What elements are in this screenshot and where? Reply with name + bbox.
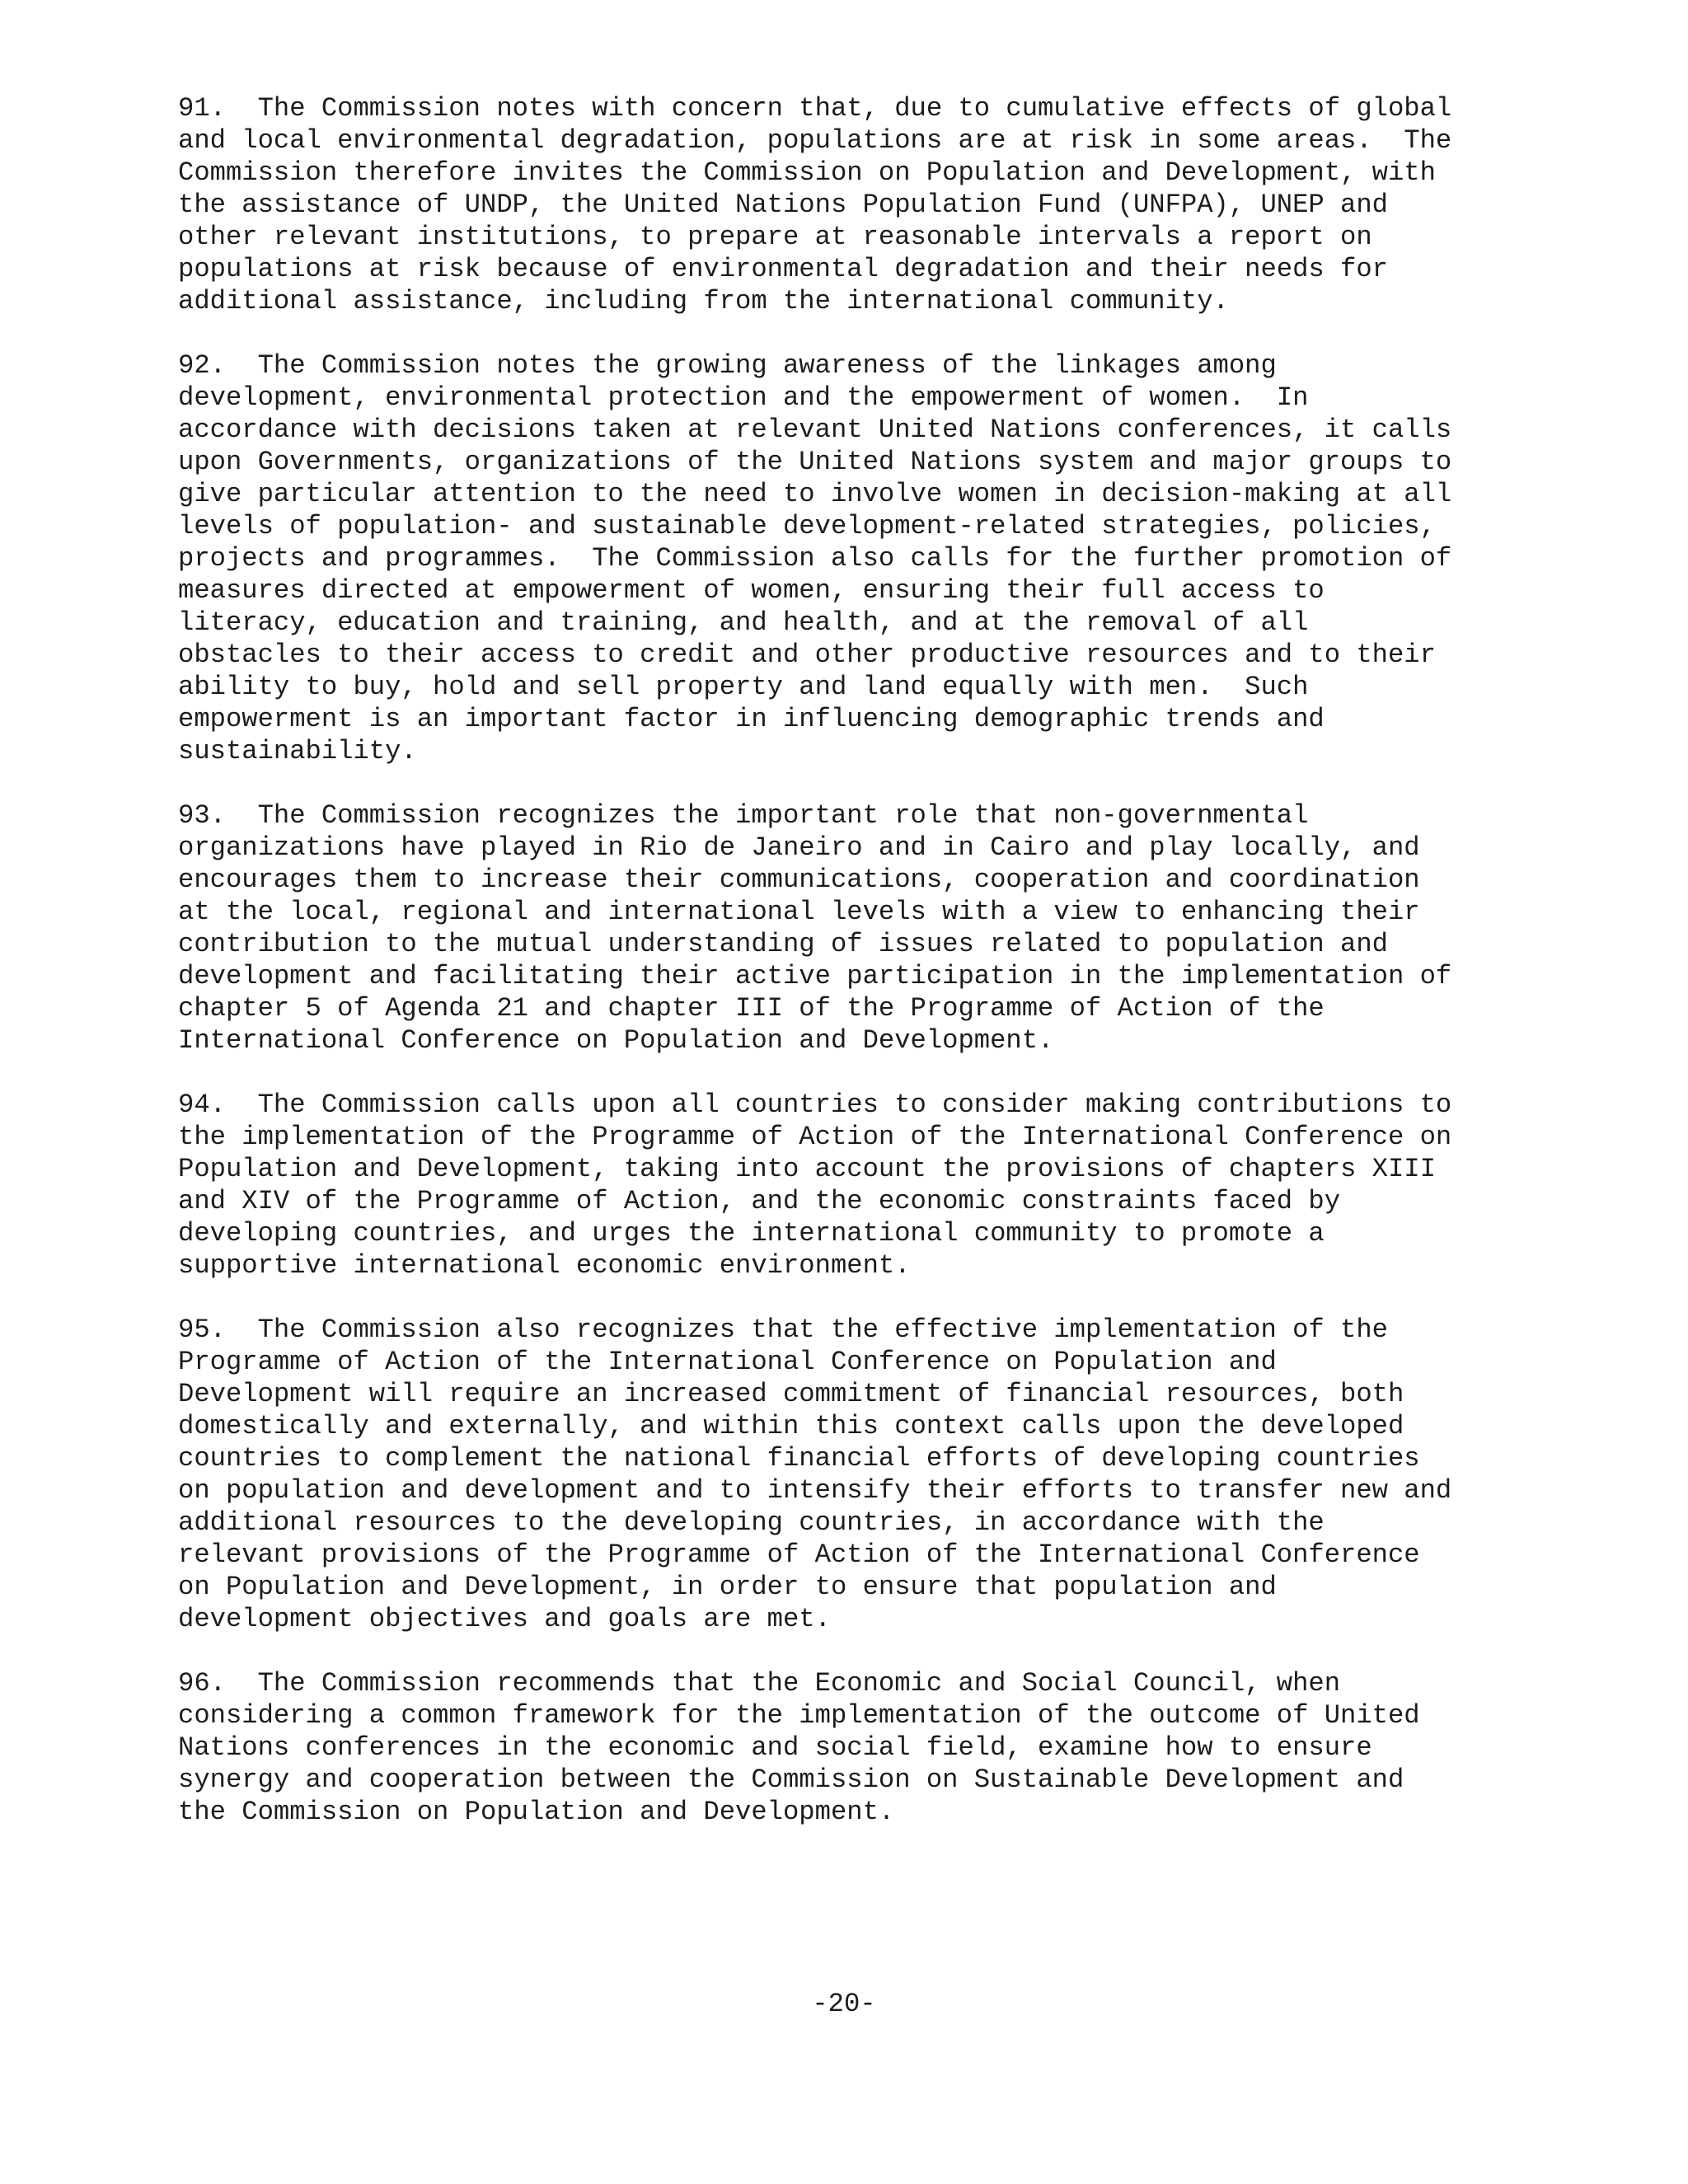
- paragraph-95: 95. The Commission also recognizes that the effective implementation of the Programme of Action of the International Conference on Population and Development will require an increased commitment of financial resources, both domestically and externally, and within this context calls upon the developed countries to complement the national financial efforts of developing countries on population and development and to intensify their efforts to transfer new and additional resources to the developing countries, in accordance with the relevant provisions of the Programme of Action of the International Conference on Population and Development, in order to ensure that population and development objectives and goals are met.: [178, 1315, 1452, 1634]
- paragraph-96: 96. The Commission recommends that the Economic and Social Council, when considering a common framework for the implementation of the outcome of United Nations conferences in the economic and social field, examine how to ensure synergy and cooperation between the Commission on Sustainable Development and the Commission on Population and Development.: [178, 1668, 1420, 1827]
- paragraph-93: 93. The Commission recognizes the important role that non-governmental organizations have played in Rio de Janeiro and in Cairo and play locally, and encourages them to increase their communications, cooperation and coordination at the local, regional and international levels with a view to enhancing their contribution to the mutual understanding of issues related to population and development and facilitating their active participation in the implementation of chapter 5 of Agenda 21 and chapter III of the Programme of Action of the International Conference on Population and Development.: [178, 800, 1452, 1056]
- paragraph-94: 94. The Commission calls upon all countries to consider making contributions to the implementation of the Programme of Action of the International Conference on Population and Development, taking into account the provisions of chapters XIII and XIV of the Programme of Action, and the economic constraints faced by developing countries, and urges the international community to promote a supportive international economic environment.: [178, 1090, 1452, 1281]
- page-number: -20-: [812, 1989, 876, 2019]
- paragraph-92: 92. The Commission notes the growing awareness of the linkages among development, environmental protection and the empowerment of women. In accordance with decisions taken at relevant United Nations conferences, it calls upon Governments, organizations of the United Nations system and major groups to give particular attention to the need to involve women in decision-making at all levels of population- and sustainable development-related strategies, policies, projects and programmes. The Commission also calls for the further promotion of measures directed at empowerment of women, ensuring their full access to literacy, education and training, and health, and at the removal of all obstacles to their access to credit and other productive resources and to their ability to buy, hold and sell property and land equally with men. Such empowerment is an important factor in influencing demographic trends and sustainability.: [178, 350, 1452, 766]
- document-body: [178, 92, 1530, 1860]
- paragraph-91: 91. The Commission notes with concern that, due to cumulative effects of global and local environmental degradation, populations are at risk in some areas. The Commission therefore invites the Commission on Population and Development, with the assistance of UNDP, the United Nations Population Fund (UNFPA), UNEP and other relevant institutions, to prepare at reasonable intervals a report on populations at risk because of environmental degradation and their needs for additional assistance, including from the international community.: [178, 93, 1452, 316]
